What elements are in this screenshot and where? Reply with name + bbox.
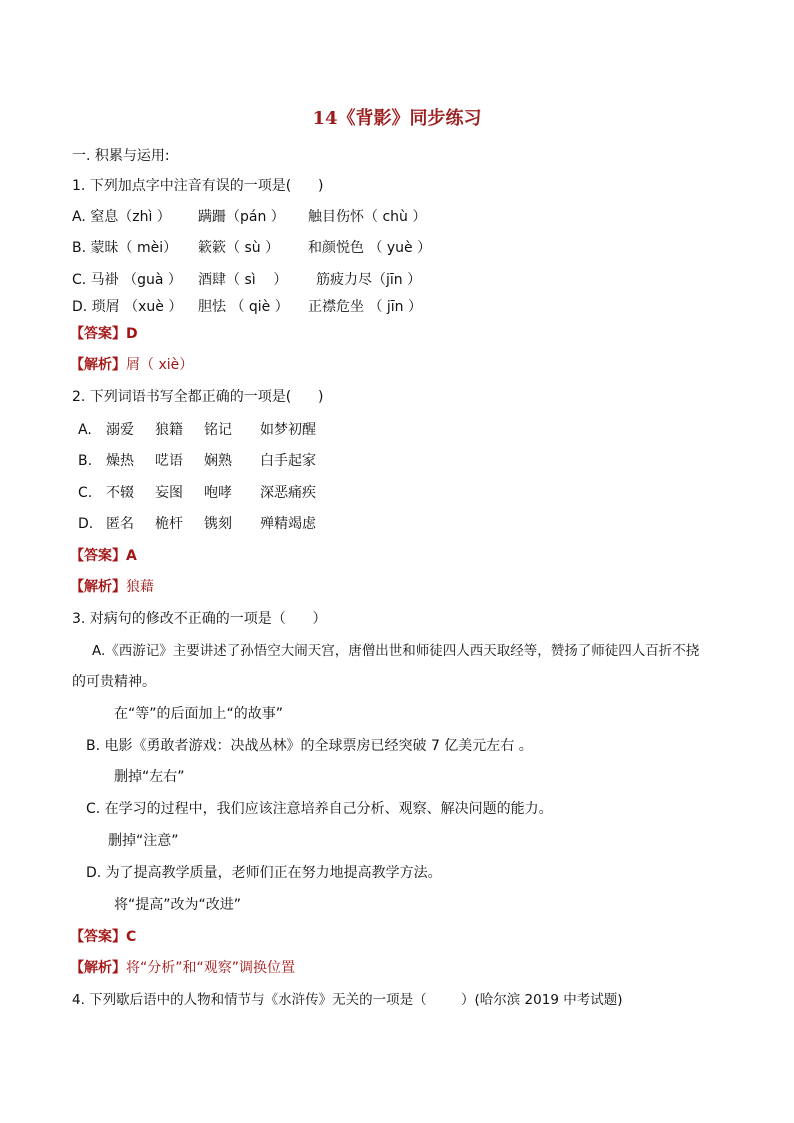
q3-option-c: C. 在学习的过程中，我们应该注意培养自己分析、观察、解决问题的能力。	[86, 801, 553, 817]
q3-answer	[70, 927, 136, 947]
q3-option-a-fix: 在“等”的后面加上“的故事”	[114, 706, 284, 722]
q1-option-d-1: D. 琐屑 （xuè ）	[72, 299, 183, 315]
q2-option-b-letter: B.	[78, 453, 93, 469]
analysis-text: 狼藉	[126, 579, 154, 595]
analysis-text: 屑（ xiè）	[126, 357, 194, 373]
analysis-label: 【解析】	[70, 960, 126, 976]
q1-option-b-1: B. 蒙昧（ mèi）	[72, 240, 178, 256]
answer-value: D	[126, 326, 138, 342]
q3-option-b: B. 电影《勇敢者游戏：决战丛林》的全球票房已经突破 7 亿美元左右 。	[86, 738, 533, 754]
answer-label: 【答案】	[70, 326, 126, 342]
q1-option-b-3: 和颜悦色 （ yuè ）	[308, 240, 432, 256]
q2-option-a-w3: 铭记	[204, 422, 232, 438]
q2-option-d-w4: 殚精竭虑	[260, 516, 316, 532]
q3-option-a-line2: 的可贵精神。	[72, 674, 156, 690]
q2-option-a-w2: 狼籍	[155, 422, 183, 438]
q1-analysis	[70, 355, 193, 375]
q4-stem: 4. 下列歇后语中的人物和情节与《水浒传》无关的一项是（ ）(哈尔滨 2019 中考试题)	[72, 992, 623, 1008]
q3-option-b-fix: 删掉“左右”	[114, 769, 185, 785]
q1-option-c-3: 筋疲力尽（jīn ）	[316, 272, 422, 288]
q1-option-a-2: 蹒跚（pán ）	[198, 209, 285, 225]
q1-option-c-1: C. 马褂 （guà ）	[72, 272, 182, 288]
q2-option-b-w3: 娴熟	[204, 453, 232, 469]
answer-value: A	[126, 548, 137, 564]
q2-option-c-w3: 咆哮	[204, 485, 232, 501]
q3-option-d: D. 为了提高教学质量，老师们正在努力地提高教学方法。	[86, 865, 442, 881]
q2-option-c-w4: 深恶痛疾	[260, 485, 316, 501]
q2-stem: 2. 下列词语书写全都正确的一项是( )	[72, 389, 324, 405]
page-title: 14《背影》同步练习	[312, 108, 482, 129]
q3-stem: 3. 对病句的修改不正确的一项是（ ）	[72, 611, 327, 627]
q1-option-b-2: 簌簌（ sù ）	[198, 240, 280, 256]
q2-option-b-w1: 燥热	[106, 453, 134, 469]
q2-option-c-w2: 妄图	[155, 485, 183, 501]
q3-option-d-fix: 将“提高”改为“改进”	[114, 897, 242, 913]
analysis-label: 【解析】	[70, 579, 126, 595]
q2-option-b-w4: 白手起家	[260, 453, 316, 469]
answer-label: 【答案】	[70, 548, 126, 564]
section-heading: 一. 积累与运用:	[72, 148, 170, 164]
q2-option-d-w3: 镌刻	[204, 516, 232, 532]
q2-option-d-w1: 匿名	[106, 516, 134, 532]
q1-option-d-3: 正襟危坐 （ jīn ）	[308, 299, 423, 315]
q1-option-a-1: A. 窒息（zhì ）	[72, 209, 171, 225]
analysis-label: 【解析】	[70, 357, 126, 373]
q1-option-a-3: 触目伤怀（ chù ）	[308, 209, 427, 225]
answer-value: C	[126, 929, 137, 945]
answer-label: 【答案】	[70, 929, 126, 945]
q1-option-d-2: 胆怯 （ qiè ）	[198, 299, 289, 315]
q2-option-c-letter: C.	[78, 485, 93, 501]
analysis-text: 将“分析”和“观察”调换位置	[126, 960, 296, 976]
q2-option-a-w1: 溺爱	[106, 422, 134, 438]
q2-answer	[70, 546, 137, 566]
q1-answer	[70, 324, 138, 344]
q2-option-c-w1: 不辍	[106, 485, 134, 501]
q1-option-c-2: 酒肆（ sì ）	[198, 272, 288, 288]
q2-option-b-w2: 呓语	[155, 453, 183, 469]
q2-option-d-w2: 桅杆	[155, 516, 183, 532]
q2-option-a-w4: 如梦初醒	[260, 422, 316, 438]
q1-stem: 1. 下列加点字中注音有误的一项是( )	[72, 178, 324, 194]
q3-analysis	[70, 958, 295, 978]
q2-option-a-letter: A.	[78, 422, 92, 438]
q3-option-a-line1: A.《西游记》主要讲述了孙悟空大闹天宫，唐僧出世和师徒四人西天取经等，赞扬了师徒四人百折不挠	[92, 643, 700, 659]
q3-option-c-fix: 删掉“注意”	[108, 833, 179, 849]
q2-analysis	[70, 577, 154, 597]
q2-option-d-letter: D.	[78, 516, 94, 532]
